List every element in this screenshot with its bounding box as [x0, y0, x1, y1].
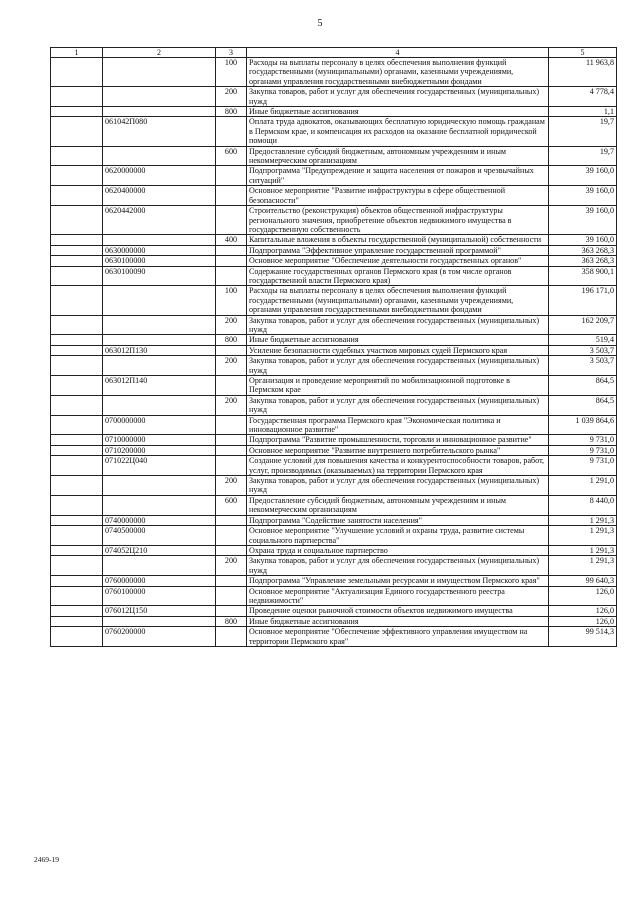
table-row: [51, 627, 617, 647]
cell-empty: [51, 87, 103, 107]
cell-empty: [51, 435, 103, 445]
amount: 864,5: [549, 376, 617, 396]
expense-type-code: 200: [216, 356, 247, 376]
budget-code: [103, 107, 216, 117]
item-name: Расходы на выплаты персоналу в целях обеспечения выполнения функций государственными (муниципальными) органами, казенными учреждениями, органами управления государственными внебюджетными фондами: [247, 58, 549, 87]
budget-code: 0760000000: [103, 576, 216, 586]
cell-empty: [51, 526, 103, 546]
expense-type-code: 800: [216, 616, 247, 626]
budget-code: 0700000000: [103, 415, 216, 435]
budget-code: [103, 235, 216, 245]
amount: 4 778,4: [549, 87, 617, 107]
table-row: [51, 117, 617, 146]
amount: 8 440,0: [549, 495, 617, 515]
budget-code: [103, 556, 216, 576]
amount: 363 268,3: [549, 256, 617, 266]
expense-type-code: [216, 526, 247, 546]
table-row: [51, 345, 617, 355]
footer-code: 2469-19: [34, 855, 59, 864]
cell-empty: [51, 146, 103, 166]
item-name: Закупка товаров, работ и услуг для обеспечения государственных (муниципальных) нужд: [247, 87, 549, 107]
table-row: [51, 166, 617, 186]
amount: 126,0: [549, 586, 617, 606]
budget-code: 063012П140: [103, 376, 216, 396]
amount: 99 640,3: [549, 576, 617, 586]
expense-type-code: [216, 586, 247, 606]
amount: 39 160,0: [549, 235, 617, 245]
table-row: [51, 515, 617, 525]
table-row: [51, 256, 617, 266]
item-name: Расходы на выплаты персоналу в целях обеспечения выполнения функций государственными (муниципальными) органами, казенными учреждениями, органами управления государственными внебюджетными фондами: [247, 286, 549, 315]
expense-type-code: [216, 245, 247, 255]
cell-empty: [51, 335, 103, 345]
item-name: Подпрограмма "Эффективное управление государственной программой": [247, 245, 549, 255]
item-name: Закупка товаров, работ и услуг для обеспечения государственных (муниципальных) нужд: [247, 356, 549, 376]
item-name: Основное мероприятие "Актуализация Единого государственного реестра недвижимости": [247, 586, 549, 606]
budget-code: [103, 395, 216, 415]
item-name: Основное мероприятие "Обеспечение деятельности государственных органов": [247, 256, 549, 266]
expense-type-code: [216, 206, 247, 235]
expense-type-code: [216, 186, 247, 206]
cell-empty: [51, 556, 103, 576]
budget-code: 0630100090: [103, 266, 216, 286]
amount: 99 514,3: [549, 627, 617, 647]
budget-code: 0710200000: [103, 445, 216, 455]
cell-empty: [51, 515, 103, 525]
amount: 1 291,3: [549, 545, 617, 555]
amount: 3 503,7: [549, 345, 617, 355]
expense-type-code: 800: [216, 107, 247, 117]
expense-type-code: [216, 456, 247, 476]
amount: 3 503,7: [549, 356, 617, 376]
item-name: Содержание государственных органов Пермского края (в том числе органов государственной власти Пермского края): [247, 266, 549, 286]
budget-code: 0760100000: [103, 586, 216, 606]
item-name: Государственная программа Пермского края "Экономическая политика и инновационное развитие": [247, 415, 549, 435]
item-name: Подпрограмма "Содействие занятости населения": [247, 515, 549, 525]
expense-type-code: [216, 435, 247, 445]
amount: 1 291,3: [549, 556, 617, 576]
budget-code: [103, 356, 216, 376]
item-name: Основное мероприятие "Развитие инфраструктуры в сфере общественной безопасности": [247, 186, 549, 206]
amount: 358 900,1: [549, 266, 617, 286]
cell-empty: [51, 627, 103, 647]
expense-type-code: 600: [216, 495, 247, 515]
table-row: [51, 435, 617, 445]
budget-code: [103, 476, 216, 496]
table-row: [51, 586, 617, 606]
table-row: [51, 356, 617, 376]
expense-type-code: [216, 606, 247, 616]
expense-type-code: [216, 576, 247, 586]
table-row: [51, 395, 617, 415]
expense-type-code: [216, 545, 247, 555]
cell-empty: [51, 616, 103, 626]
cell-empty: [51, 206, 103, 235]
budget-code: 0630100000: [103, 256, 216, 266]
cell-empty: [51, 166, 103, 186]
expense-type-code: 100: [216, 286, 247, 315]
table-row: [51, 456, 617, 476]
budget-table: [50, 47, 617, 647]
cell-empty: [51, 476, 103, 496]
table-row: [51, 376, 617, 396]
item-name: Создание условий для повышения качества и конкурентоспособности товаров, работ, услуг, производимых (оказываемых) на территории Пермского края: [247, 456, 549, 476]
budget-code: 071022Ц040: [103, 456, 216, 476]
amount: 11 963,8: [549, 58, 617, 87]
table-row: [51, 526, 617, 546]
table-row: [51, 495, 617, 515]
expense-type-code: [216, 117, 247, 146]
amount: 19,7: [549, 146, 617, 166]
table-row: [51, 146, 617, 166]
budget-code: [103, 146, 216, 166]
amount: 9 731,0: [549, 445, 617, 455]
item-name: Строительство (реконструкция) объектов общественной инфраструктуры регионального значения, приобретение объектов недвижимого имущества в государственную собственность: [247, 206, 549, 235]
item-name: Иные бюджетные ассигнования: [247, 335, 549, 345]
table-row: [51, 286, 617, 315]
column-header: 1: [51, 48, 103, 58]
item-name: Основное мероприятие "Развитие внутреннего потребительского рынка": [247, 445, 549, 455]
cell-empty: [51, 445, 103, 455]
amount: 39 160,0: [549, 206, 617, 235]
budget-code: 061042П080: [103, 117, 216, 146]
cell-empty: [51, 545, 103, 555]
item-name: Основное мероприятие "Улучшение условий и охраны труда, развитие системы социального партнерства": [247, 526, 549, 546]
expense-type-code: [216, 376, 247, 396]
table-row: [51, 87, 617, 107]
table-row: [51, 606, 617, 616]
budget-code: [103, 495, 216, 515]
item-name: Охрана труда и социальное партнерство: [247, 545, 549, 555]
table-row: [51, 107, 617, 117]
table-row: [51, 206, 617, 235]
table-row: [51, 415, 617, 435]
item-name: Предоставление субсидий бюджетным, автономным учреждениям и иным некоммерческим организациям: [247, 146, 549, 166]
item-name: Подпрограмма "Развитие промышленности, торговли и инновационное развитие": [247, 435, 549, 445]
cell-empty: [51, 586, 103, 606]
amount: 1 291,3: [549, 526, 617, 546]
item-name: Закупка товаров, работ и услуг для обеспечения государственных (муниципальных) нужд: [247, 315, 549, 335]
amount: 519,4: [549, 335, 617, 345]
table-row: [51, 335, 617, 345]
budget-code: 0710000000: [103, 435, 216, 445]
expense-type-code: 800: [216, 335, 247, 345]
amount: 196 171,0: [549, 286, 617, 315]
budget-code: 063012П130: [103, 345, 216, 355]
item-name: Усиление безопасности судебных участков мировых судей Пермского края: [247, 345, 549, 355]
cell-empty: [51, 356, 103, 376]
item-name: Закупка товаров, работ и услуг для обеспечения государственных (муниципальных) нужд: [247, 476, 549, 496]
table-row: [51, 616, 617, 626]
table-row: [51, 445, 617, 455]
budget-code: 0620442000: [103, 206, 216, 235]
item-name: Основное мероприятие "Обеспечение эффективного управления имуществом на территории Пермского края": [247, 627, 549, 647]
cell-empty: [51, 456, 103, 476]
item-name: Предоставление субсидий бюджетным, автономным учреждениям и иным некоммерческим организациям: [247, 495, 549, 515]
cell-empty: [51, 315, 103, 335]
table-row: [51, 315, 617, 335]
budget-code: 0760200000: [103, 627, 216, 647]
budget-code: 0740500000: [103, 526, 216, 546]
table-row: [51, 58, 617, 87]
expense-type-code: 200: [216, 315, 247, 335]
budget-code: [103, 58, 216, 87]
budget-code: [103, 315, 216, 335]
cell-empty: [51, 58, 103, 87]
expense-type-code: 200: [216, 87, 247, 107]
cell-empty: [51, 186, 103, 206]
expense-type-code: 200: [216, 476, 247, 496]
table-row: [51, 235, 617, 245]
item-name: Иные бюджетные ассигнования: [247, 107, 549, 117]
expense-type-code: [216, 266, 247, 286]
amount: 1,1: [549, 107, 617, 117]
expense-type-code: 200: [216, 556, 247, 576]
table-body: [51, 58, 617, 647]
amount: 162 209,7: [549, 315, 617, 335]
amount: 1 291,0: [549, 476, 617, 496]
column-header: 4: [247, 48, 549, 58]
budget-code: 074052Ц210: [103, 545, 216, 555]
table-row: [51, 556, 617, 576]
budget-code: [103, 335, 216, 345]
item-name: Организация и проведение мероприятий по мобилизационной подготовке в Пермском крае: [247, 376, 549, 396]
column-header: 3: [216, 48, 247, 58]
budget-code: [103, 87, 216, 107]
table-row: [51, 545, 617, 555]
cell-empty: [51, 395, 103, 415]
cell-empty: [51, 286, 103, 315]
amount: 126,0: [549, 616, 617, 626]
item-name: Капитальные вложения в объекты государственной (муниципальной) собственности: [247, 235, 549, 245]
cell-empty: [51, 606, 103, 616]
expense-type-code: [216, 345, 247, 355]
item-name: Подпрограмма "Управление земельными ресурсами и имуществом Пермского края": [247, 576, 549, 586]
item-name: Проведение оценки рыночной стоимости объектов недвижимого имущества: [247, 606, 549, 616]
budget-code: 076012Ц150: [103, 606, 216, 616]
cell-empty: [51, 495, 103, 515]
amount: 9 731,0: [549, 435, 617, 445]
page-number: 5: [317, 18, 323, 29]
budget-code: 0740000000: [103, 515, 216, 525]
amount: 363 268,3: [549, 245, 617, 255]
cell-empty: [51, 415, 103, 435]
item-name: Закупка товаров, работ и услуг для обеспечения государственных (муниципальных) нужд: [247, 556, 549, 576]
expense-type-code: 200: [216, 395, 247, 415]
budget-code: 0630000000: [103, 245, 216, 255]
expense-type-code: [216, 166, 247, 186]
amount: 126,0: [549, 606, 617, 616]
cell-empty: [51, 266, 103, 286]
cell-empty: [51, 256, 103, 266]
cell-empty: [51, 235, 103, 245]
amount: 19,7: [549, 117, 617, 146]
expense-type-code: [216, 627, 247, 647]
table-row: [51, 576, 617, 586]
amount: 1 291,3: [549, 515, 617, 525]
amount: 1 039 864,6: [549, 415, 617, 435]
cell-empty: [51, 376, 103, 396]
cell-empty: [51, 345, 103, 355]
amount: 9 731,0: [549, 456, 617, 476]
cell-empty: [51, 245, 103, 255]
item-name: Иные бюджетные ассигнования: [247, 616, 549, 626]
table-row: [51, 186, 617, 206]
table-row: [51, 266, 617, 286]
column-header: 5: [549, 48, 617, 58]
budget-code: 0620400000: [103, 186, 216, 206]
item-name: Подпрограмма "Предупреждение и защита населения от пожаров и чрезвычайных ситуаций": [247, 166, 549, 186]
amount: 864,5: [549, 395, 617, 415]
item-name: Оплата труда адвокатов, оказывающих бесплатную юридическую помощь гражданам в Пермском крае, и компенсация их расходов на оказание бесплатной юридической помощи: [247, 117, 549, 146]
amount: 39 160,0: [549, 186, 617, 206]
expense-type-code: 100: [216, 58, 247, 87]
expense-type-code: [216, 445, 247, 455]
table-row: [51, 245, 617, 255]
column-header: 2: [103, 48, 216, 58]
cell-empty: [51, 117, 103, 146]
table-header-row: [51, 48, 617, 58]
budget-code: [103, 616, 216, 626]
budget-code: 0620000000: [103, 166, 216, 186]
expense-type-code: [216, 256, 247, 266]
table-row: [51, 476, 617, 496]
expense-type-code: 600: [216, 146, 247, 166]
expense-type-code: [216, 515, 247, 525]
expense-type-code: [216, 415, 247, 435]
budget-code: [103, 286, 216, 315]
cell-empty: [51, 107, 103, 117]
amount: 39 160,0: [549, 166, 617, 186]
cell-empty: [51, 576, 103, 586]
expense-type-code: 400: [216, 235, 247, 245]
item-name: Закупка товаров, работ и услуг для обеспечения государственных (муниципальных) нужд: [247, 395, 549, 415]
